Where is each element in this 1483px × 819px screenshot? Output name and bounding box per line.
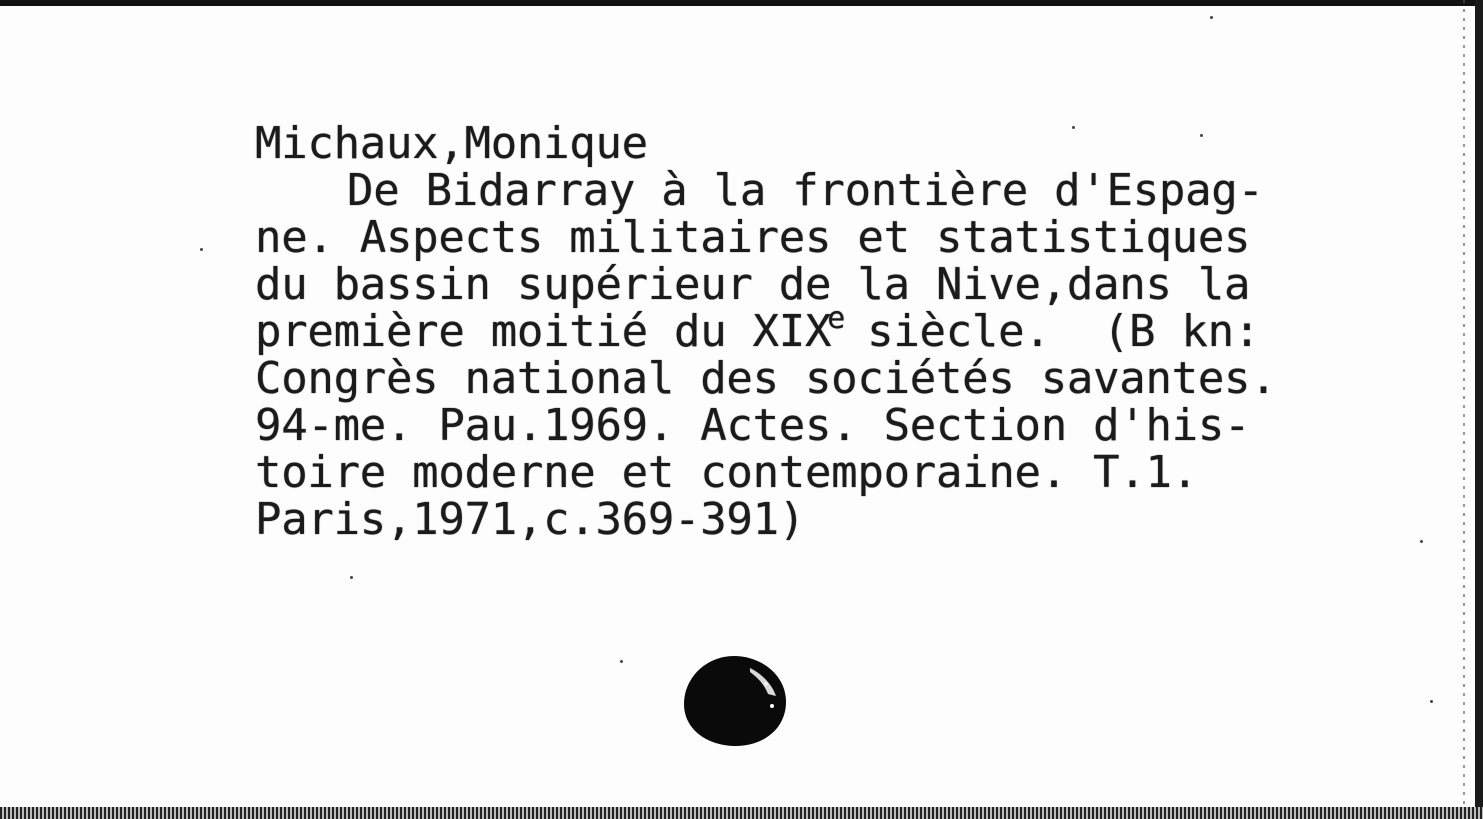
- title-line-4-start: première moitié du XIX: [255, 306, 832, 357]
- paper-speck: [620, 660, 623, 663]
- card-bottom-edge: [0, 807, 1483, 819]
- title-line-4-end: siècle. (B kn:: [840, 306, 1260, 357]
- title-line-1: De Bidarray à la frontière d'Espag-: [347, 165, 1264, 216]
- paper-speck: [1200, 134, 1203, 137]
- source-line-4: Paris,1971,c.369-391): [255, 494, 805, 545]
- source-line-2: 94-me. Pau.1969. Actes. Section d'his-: [255, 400, 1251, 451]
- century-superscript: e: [827, 301, 845, 336]
- card-top-edge: [0, 0, 1483, 6]
- title-line-2: ne. Aspects militaires et statistiques: [255, 212, 1251, 263]
- paper-speck: [1430, 700, 1433, 703]
- card-right-perforation: [1463, 0, 1465, 819]
- bibliographic-entry: [255, 120, 1435, 543]
- paper-speck: [1420, 540, 1423, 543]
- title-line-3: du bassin supérieur de la Nive,dans la: [255, 259, 1251, 310]
- paper-speck: [1210, 16, 1213, 19]
- source-line-3: toire moderne et contemporaine. T.1.: [255, 447, 1198, 498]
- source-line-1: Congrès national des sociétés savantes.: [255, 353, 1277, 404]
- paper-speck: [1072, 126, 1075, 129]
- paper-speck: [350, 576, 353, 579]
- paper-speck: [200, 248, 203, 251]
- title-line-4: [255, 301, 1435, 357]
- card-right-edge: [1475, 0, 1483, 819]
- punch-hole-icon: [680, 654, 788, 748]
- author-heading: Michaux,Monique: [255, 118, 648, 169]
